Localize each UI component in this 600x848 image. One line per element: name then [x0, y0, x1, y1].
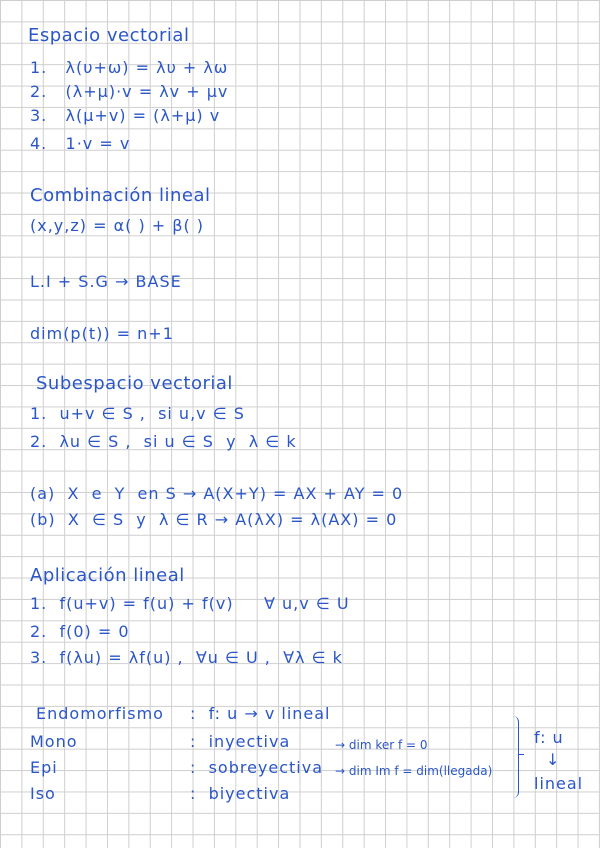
subspace-rule: 2. λu ∈ S , si u ∈ S y λ ∈ k — [30, 432, 297, 451]
iso-label: Iso — [30, 784, 56, 803]
vector-space-rule: 2. (λ+μ)·v = λv + μv — [30, 82, 229, 101]
linear-map-rule: 2. f(0) = 0 — [30, 622, 130, 641]
vector-space-title: Espacio vectorial — [28, 25, 190, 46]
arrow-down-icon: ↓ — [546, 750, 561, 769]
subspace-title: Subespacio vectorial — [36, 373, 233, 394]
dimension-formula: dim(p(t)) = n+1 — [30, 324, 174, 343]
vector-space-rule: 1. λ(υ+ω) = λυ + λω — [30, 58, 229, 77]
endomorphism-definition: : f: u → v lineal — [190, 704, 331, 723]
mono-definition: : inyectiva — [190, 732, 291, 751]
mono-label: Mono — [30, 732, 78, 751]
base-rule: L.I + S.G → BASE — [30, 272, 182, 291]
vector-space-rule: 3. λ(μ+v) = (λ+μ) v — [30, 106, 221, 125]
grouping-brace — [508, 716, 519, 798]
mono-condition: → dim ker f = 0 — [335, 738, 428, 752]
linear-map-title: Aplicación lineal — [30, 565, 185, 586]
side-note-top: f: u — [534, 728, 564, 747]
linear-map-rule: 3. f(λu) = λf(u) , ∀u ∈ U , ∀λ ∈ k — [30, 648, 343, 667]
subspace-rule: 1. u+v ∈ S , si u,v ∈ S — [30, 404, 245, 423]
endomorphism-label: Endomorfismo — [36, 704, 164, 723]
epi-condition: → dim Im f = dim(llegada) — [335, 764, 493, 778]
linear-combination-formula: (x,y,z) = α( ) + β( ) — [30, 216, 205, 235]
linear-combination-title: Combinación lineal — [30, 185, 211, 206]
vector-space-rule: 4. 1·v = v — [30, 134, 131, 153]
epi-label: Epi — [30, 758, 58, 777]
iso-definition: : biyectiva — [190, 784, 291, 803]
subspace-condition: (a) X e Y en S → A(X+Y) = AX + AY = 0 — [30, 484, 404, 503]
side-note-bottom: lineal — [534, 774, 584, 793]
subspace-condition: (b) X ∈ S y λ ∈ R → A(λX) = λ(AX) = 0 — [30, 510, 398, 529]
epi-definition: : sobreyectiva — [190, 758, 324, 777]
linear-map-rule: 1. f(u+v) = f(u) + f(v) ∀ u,v ∈ U — [30, 594, 350, 613]
